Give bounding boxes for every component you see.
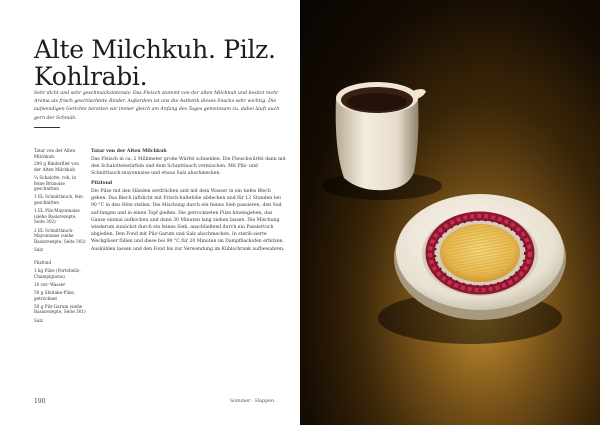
recipe-title: Alte Milchkuh. Pilz. Kohlrabi. bbox=[34, 35, 276, 91]
recipe-intro: Sehr dicht und sehr geschmacksintensiv. Das Fleisch stammt von der alten Milchkuh und besitzt mehr Aroma als frisch geschlachtete Rinder. Außerdem ist uns die Asthetik dieses Snacks sehr wichtig. Die aufwendigen Gerichte bereiten wir immer gleich am Anfang des Tages gemeinsam zu, dabei läuft auch gern der Schmäh. bbox=[34, 91, 280, 121]
method-section-text: Das Fleisch in ca. 2 Millimeter große Würfel schneiden. Die Fleischwürfel dann mit den Schalottenwürfeln und dem Schnittlauch vermischen. Mit Pilz- und Schnittlauch-mayonnaise und etwas Salz abschmecken. bbox=[91, 156, 286, 177]
method-section-text: Die Pilze mit den Händen zerdrücken und mit dem Wasser in ein tiefes Blech geben. Das Blech luftdicht mit Frisch-haltefolie abdecken und für 12 Stunden bei 90 °C in den Ofen stellen. Die Mischung durch ein feines Sieb passieren, den Sud auf-fangen und in einen Topf gießen. Die getrockneten Pilze hineingeben, das Ganze einmal aufkochen und dann 30 Minuten lang ziehen lassen. Die Mischung wiederum zunächst durch ein feines Sieb, anschließend durch ein Passiertuch abgießen. Den Fond mit Pilz-Garum und Salz abschmecken. In sterili-sierte Weckgläser füllen und diese bei 90 °C für 20 Minuten im Dampfbackofen erhitzen. Auskühlen lassen und den Fond bis zur Verwendung im Kühlschrank aufbewahren. bbox=[91, 189, 285, 252]
method-section-title: Pilzfond bbox=[91, 181, 113, 187]
ingredient-item: 1 EL Pilz-Mayonnaise (siehe Basisrezepte, Seite 302) bbox=[34, 208, 80, 225]
food-photo bbox=[300, 0, 600, 425]
ingredient-group-title: Pilzfond bbox=[34, 260, 52, 266]
section-label: Sommer · Happen bbox=[230, 399, 275, 404]
ingredient-item: ¼ Schalotte, roh, in feine Brunoise geschnitten bbox=[34, 174, 77, 192]
ingredient-item: 10 cm³ Wasser bbox=[34, 281, 66, 287]
ingredient-item: Salz bbox=[34, 317, 43, 323]
food-photo-illustration bbox=[300, 0, 600, 425]
ingredient-group-title: Tatar von der Alten Milchkuh bbox=[34, 148, 76, 159]
ingredient-group-tatar bbox=[34, 148, 86, 252]
divider-rule bbox=[34, 127, 60, 128]
ingredient-item: 50 g Pilz-Garum (siehe Basisrezepte, Seite 301) bbox=[34, 303, 86, 315]
ingredient-item: 50 g Shiitake-Pilze, getrocknet bbox=[34, 290, 76, 301]
ingredient-item: Salz bbox=[34, 246, 43, 252]
ingredients-column bbox=[34, 148, 86, 331]
ingredient-item: 1 EL Schnittlauch, fein geschnitten bbox=[34, 194, 83, 205]
method-column bbox=[91, 148, 286, 256]
ingredient-group-pilzfond bbox=[34, 260, 86, 323]
method-section-title: Tatar von der Alten Milchkuh bbox=[91, 149, 167, 154]
ingredient-item: 1 kg Pilze (Portobello, Champignons) bbox=[34, 268, 81, 279]
ingredient-item: 200 g Rinderfilet von der Alten Milchkuh bbox=[34, 161, 79, 172]
pitcher-icon bbox=[336, 82, 426, 190]
ingredient-item: 2 EL Schnittlauch-Mayonnaise (siehe Basisrezepte, Seite 302) bbox=[34, 227, 86, 244]
kohlrabi-disc-icon bbox=[440, 224, 520, 282]
page-number: 190 bbox=[34, 398, 46, 405]
